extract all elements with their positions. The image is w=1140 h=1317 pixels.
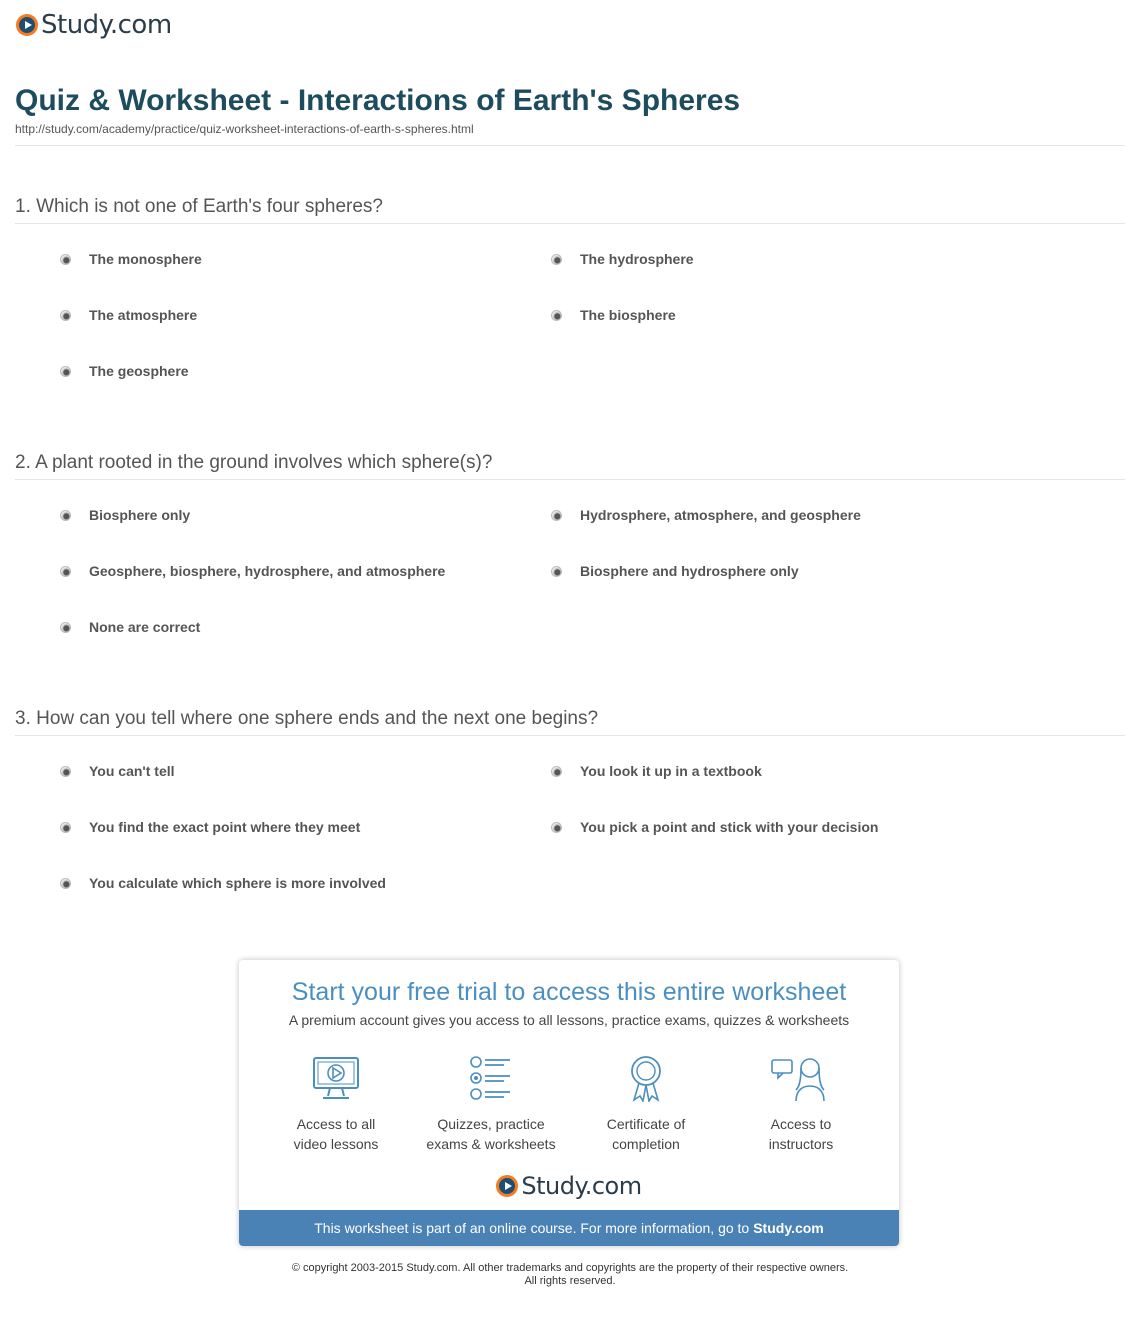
radio-button-icon[interactable] [551, 254, 562, 265]
option-label: Biosphere and hydrosphere only [580, 563, 799, 579]
certificate-icon [621, 1054, 671, 1102]
option-label: You can't tell [89, 763, 175, 779]
option-label: The hydrosphere [580, 251, 694, 267]
promo-title[interactable]: Start your free trial to access this entire worksheet [291, 978, 847, 1006]
divider [15, 145, 1125, 146]
question-2: 2. A plant rooted in the ground involves which sphere(s)? [15, 452, 493, 473]
feature-label: Access to instructors [768, 1116, 834, 1152]
study-link[interactable]: Study.com [753, 1220, 824, 1236]
q3-option-3[interactable] [60, 819, 360, 835]
radio-button-icon[interactable] [60, 566, 71, 577]
option-label: You look it up in a textbook [580, 763, 762, 779]
play-logo-icon [496, 1175, 518, 1197]
q1-option-3[interactable] [60, 307, 197, 323]
feature-instructors [726, 1054, 876, 1154]
option-label: Hydrosphere, atmosphere, and geosphere [580, 507, 861, 523]
radio-button-icon[interactable] [60, 254, 71, 265]
radio-button-icon[interactable] [60, 878, 71, 889]
play-logo-icon [16, 14, 38, 36]
promo-study-logo[interactable] [239, 1172, 899, 1200]
copyright [0, 1262, 1140, 1288]
logo-text: Study.com [521, 1172, 642, 1200]
option-label: You calculate which sphere is more involved [89, 875, 386, 891]
divider [15, 735, 1125, 736]
q1-option-4[interactable] [551, 307, 676, 323]
feature-label: Quizzes, practice exams & worksheets [426, 1116, 556, 1152]
promo-info-bar [239, 1210, 899, 1246]
radio-button-icon[interactable] [60, 510, 71, 521]
page-title: Quiz & Worksheet - Interactions of Earth's Spheres [15, 84, 741, 117]
q2-option-2[interactable] [551, 507, 861, 523]
q2-option-4[interactable] [551, 563, 799, 579]
q2-option-3[interactable] [60, 563, 445, 579]
q3-option-1[interactable] [60, 763, 175, 779]
divider [15, 479, 1125, 480]
feature-label: Access to all video lessons [293, 1116, 379, 1152]
radio-button-icon[interactable] [60, 622, 71, 633]
quiz-list-icon [466, 1054, 516, 1102]
q1-option-5[interactable] [60, 363, 189, 379]
video-lesson-icon [311, 1054, 361, 1102]
radio-button-icon[interactable] [551, 822, 562, 833]
logo-text: Study.com [41, 10, 172, 40]
q2-option-1[interactable] [60, 507, 190, 523]
question-3: 3. How can you tell where one sphere ends and the next one begins? [15, 708, 599, 729]
feature-quizzes [416, 1054, 566, 1154]
q3-option-4[interactable] [551, 819, 878, 835]
radio-button-icon[interactable] [60, 366, 71, 377]
q2-option-5[interactable] [60, 619, 200, 635]
q1-option-1[interactable] [60, 251, 202, 267]
feature-certificate [571, 1054, 721, 1154]
divider [15, 223, 1125, 224]
q1-option-2[interactable] [551, 251, 694, 267]
copyright-line-2: All rights reserved. [524, 1275, 616, 1287]
option-label: Biosphere only [89, 507, 191, 523]
study-logo[interactable] [16, 10, 172, 40]
option-label: The geosphere [89, 363, 189, 379]
promo-subtitle: A premium account gives you access to all lessons, practice exams, quizzes & worksheets [288, 1012, 850, 1028]
option-label: The biosphere [580, 307, 676, 323]
feature-video-lessons [261, 1054, 411, 1154]
radio-button-icon[interactable] [60, 766, 71, 777]
option-label: The atmosphere [89, 307, 198, 323]
option-label: None are correct [89, 619, 201, 635]
option-label: You find the exact point where they meet [89, 819, 361, 835]
radio-button-icon[interactable] [551, 310, 562, 321]
radio-button-icon[interactable] [60, 310, 71, 321]
q3-option-2[interactable] [551, 763, 762, 779]
q3-option-5[interactable] [60, 875, 386, 891]
question-1: 1. Which is not one of Earth's four spheres? [15, 196, 383, 217]
page-url: http://study.com/academy/practice/quiz-worksheet-interactions-of-earth-s-spheres.html [15, 122, 474, 136]
radio-button-icon[interactable] [551, 510, 562, 521]
radio-button-icon[interactable] [551, 566, 562, 577]
radio-button-icon[interactable] [60, 822, 71, 833]
option-label: Geosphere, biosphere, hydrosphere, and atmosphere [89, 563, 446, 579]
option-label: You pick a point and stick with your decision [580, 819, 879, 835]
radio-button-icon[interactable] [551, 766, 562, 777]
feature-label: Certificate of completion [606, 1116, 686, 1152]
promo-bar-text: This worksheet is part of an online course. For more information, go to [314, 1220, 750, 1236]
option-label: The monosphere [89, 251, 202, 267]
free-trial-promo [239, 960, 899, 1246]
instructor-icon [770, 1054, 832, 1102]
copyright-line-1: © copyright 2003-2015 Study.com. All other trademarks and copyrights are the property of their respective owners. [291, 1262, 849, 1274]
